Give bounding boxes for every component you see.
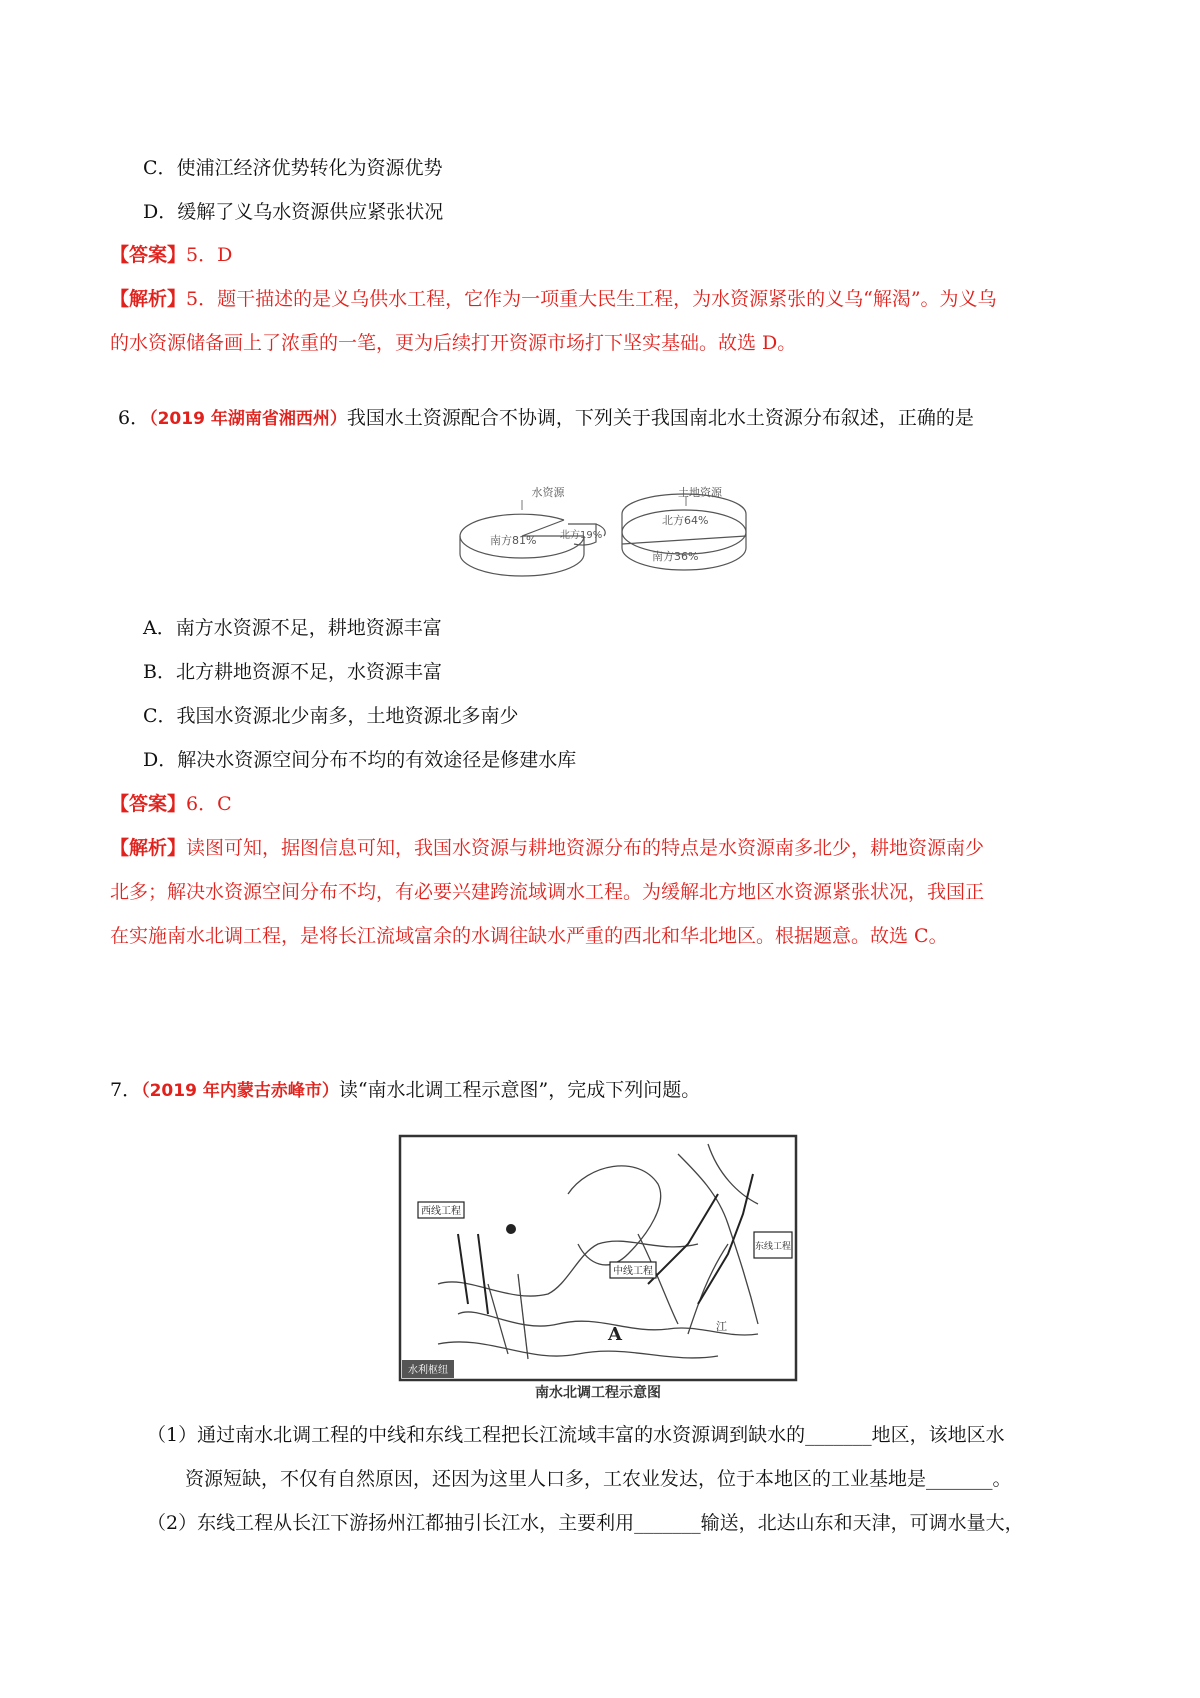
water-north-label: 北方19% — [560, 530, 603, 541]
question-source: （2019 年湖南省湘西州） — [149, 409, 347, 429]
q6-option-a: A．南方水资源不足，耕地资源丰富 — [143, 617, 442, 639]
q5-option-c: C．使浦江经济优势转化为资源优势 — [143, 157, 443, 179]
q6-answer — [110, 791, 232, 817]
land-north-label: 北方64% — [662, 514, 709, 527]
map-caption: 南水北调工程示意图 — [535, 1385, 661, 1401]
river-label: 江 — [716, 1320, 727, 1333]
water-resource-label: 水资源 — [531, 486, 565, 499]
question-stem: 读“南水北调工程示意图”，完成下列问题。 — [338, 1079, 701, 1101]
east-route-label: 东线工程 — [754, 1242, 792, 1252]
middle-route-label: 中线工程 — [613, 1266, 653, 1277]
q6-option-d: D．解决水资源空间分布不均的有效途径是修建水库 — [143, 749, 577, 771]
question-stem: 我国水土资源配合不协调，下列关于我国南北水土资源分布叙述，正确的是 — [346, 407, 974, 429]
q6-analysis-line-2: 北多；解决水资源空间分布不均，有必要兴建跨流域调水工程。为缓解北方地区水资源紧张状况，我国正 — [110, 881, 985, 903]
question-source: （2019 年内蒙古赤峰市） — [141, 1081, 339, 1101]
water-south-label: 南方81% — [490, 534, 537, 547]
water-land-resource-pie-figure — [456, 484, 752, 584]
answer-label: 【答案】 — [110, 244, 187, 266]
region-a-label: A — [608, 1324, 622, 1345]
hub-marker — [506, 1224, 516, 1234]
legend-label: 水利枢纽 — [408, 1365, 448, 1376]
answer-value: 5．D — [186, 244, 233, 266]
south-north-water-map — [398, 1134, 798, 1404]
analysis-label: 【解析】 — [110, 288, 187, 310]
land-resource-label: 土地资源 — [678, 486, 722, 499]
analysis-text: 读图可知，据图信息可知，我国水资源与耕地资源分布的特点是水资源南多北少，耕地资源南少 — [186, 837, 985, 859]
answer-label: 【答案】 — [110, 793, 187, 815]
q5-analysis-line-1 — [110, 286, 997, 312]
q6-option-b: B．北方耕地资源不足，水资源丰富 — [143, 661, 442, 683]
west-route-label: 西线工程 — [421, 1206, 461, 1217]
q6-stem-line — [118, 405, 974, 432]
analysis-label: 【解析】 — [110, 837, 187, 859]
q5-answer — [110, 242, 232, 268]
land-south-label: 南方36% — [652, 550, 699, 563]
answer-value: 6．C — [186, 793, 232, 815]
map-frame — [400, 1136, 796, 1380]
q6-option-c: C．我国水资源北少南多，土地资源北多南少 — [143, 705, 519, 727]
q7-sub1-line-1: （1）通过南水北调工程的中线和东线工程把长江流域丰富的水资源调到缺水的_______地区，该地区水 — [147, 1424, 1005, 1446]
q5-option-d: D．缓解了义乌水资源供应紧张状况 — [143, 201, 444, 223]
q7-sub1-line-2: 资源短缺，不仅有自然原因，还因为这里人口多，工农业发达，位于本地区的工业基地是_______。 — [185, 1468, 1012, 1490]
q6-analysis-line-1 — [110, 835, 984, 861]
question-number: 6． — [118, 407, 150, 429]
q7-stem-line — [110, 1077, 700, 1104]
q6-analysis-line-3: 在实施南水北调工程，是将长江流域富余的水调往缺水严重的西北和华北地区。根据题意。故选 C。 — [110, 925, 948, 947]
question-number: 7． — [110, 1079, 142, 1101]
q5-analysis-line-2: 的水资源储备画上了浓重的一笔，更为后续打开资源市场打下坚实基础。故选 D。 — [110, 332, 797, 354]
q7-sub2-line-1: （2）东线工程从长江下游扬州江都抽引长江水，主要利用_______输送，北达山东和天津，可调水量大， — [147, 1512, 1024, 1534]
analysis-text: 5．题干描述的是义乌供水工程，它作为一项重大民生工程，为水资源紧张的义乌“解渴”。为义乌 — [186, 288, 997, 310]
